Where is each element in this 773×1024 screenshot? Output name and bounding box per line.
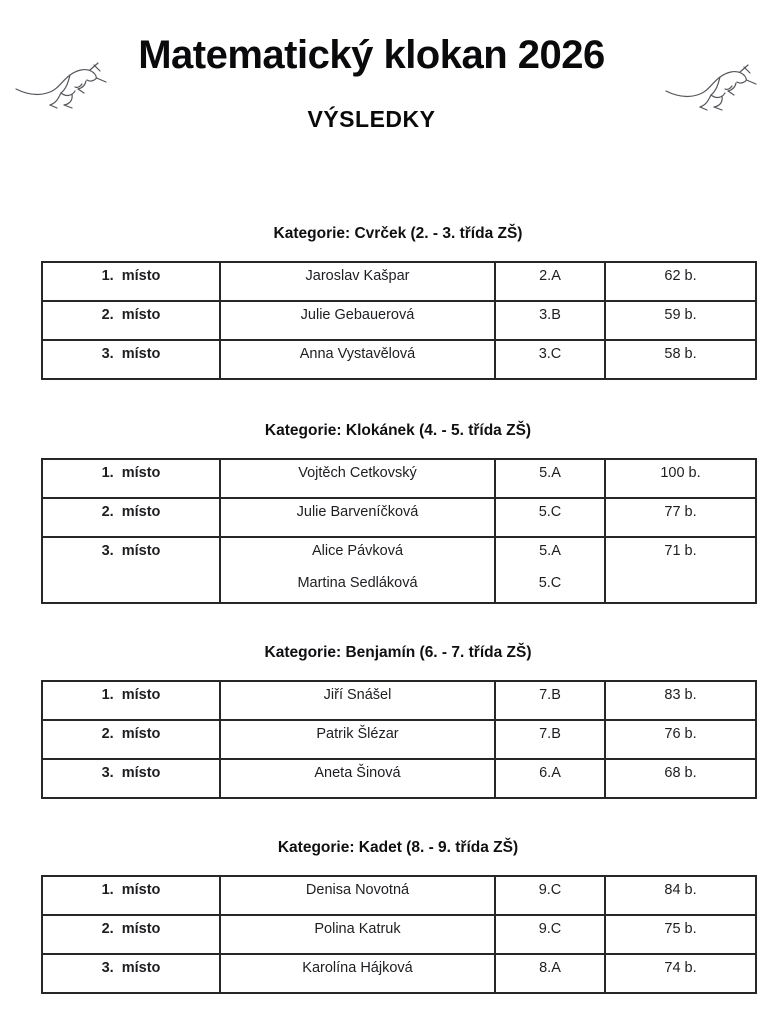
place-cell: 1. místo — [42, 681, 220, 720]
table-row — [42, 720, 756, 759]
place-cell: 1. místo — [42, 876, 220, 915]
score-cell: 84 b. — [605, 876, 756, 915]
table-row — [42, 759, 756, 798]
category-section-cvrcek — [0, 225, 773, 380]
category-section-kadet — [0, 839, 773, 994]
place-cell: 2. místo — [42, 915, 220, 954]
score-cell: 58 b. — [605, 340, 756, 379]
results-table — [41, 875, 757, 994]
class-cell: 7.B — [495, 720, 605, 759]
place-cell: 3. místo — [42, 954, 220, 993]
class-cell: 9.C — [495, 876, 605, 915]
name-cell: Patrik Šlézar — [220, 720, 495, 759]
category-section-klokanek — [0, 422, 773, 604]
table-row — [42, 262, 756, 301]
name-cell: Aneta Šinová — [220, 759, 495, 798]
class-cell: 3.C — [495, 340, 605, 379]
table-row — [42, 459, 756, 498]
score-cell: 62 b. — [605, 262, 756, 301]
table-row — [42, 498, 756, 537]
name-cell: Anna Vystavělová — [220, 340, 495, 379]
score-cell: 100 b. — [605, 459, 756, 498]
category-heading: Kategorie: Kadet (8. - 9. třída ZŠ) — [277, 839, 519, 856]
name-cell: Karolína Hájková — [220, 954, 495, 993]
results-table — [41, 458, 757, 604]
category-heading: Kategorie: Benjamín (6. - 7. třída ZŠ) — [264, 644, 532, 661]
class-cell: 3.B — [495, 301, 605, 340]
place-cell: 1. místo — [42, 262, 220, 301]
name-line: Alice Pávková — [311, 543, 404, 559]
table-row — [42, 915, 756, 954]
name-line: Martina Sedláková — [297, 575, 418, 591]
class-cell: 5.C — [495, 498, 605, 537]
name-cell: Jiří Snášel — [220, 681, 495, 720]
category-section-benjamin — [0, 644, 773, 799]
results-table — [41, 261, 757, 380]
masthead — [0, 0, 758, 132]
class-cell: 8.A — [495, 954, 605, 993]
place-cell: 3. místo — [42, 340, 220, 379]
name-cell: Jaroslav Kašpar — [220, 262, 495, 301]
class-cell: 5.A — [495, 459, 605, 498]
score-cell: 71 b. — [605, 537, 756, 603]
name-cell: Julie Gebauerová — [220, 301, 495, 340]
score-cell: 68 b. — [605, 759, 756, 798]
place-cell: 2. místo — [42, 301, 220, 340]
name-cell: Polina Katruk — [220, 915, 495, 954]
class-cell: 9.C — [495, 915, 605, 954]
table-row — [42, 954, 756, 993]
table-row — [42, 301, 756, 340]
place-cell: 2. místo — [42, 498, 220, 537]
score-cell: 83 b. — [605, 681, 756, 720]
results-table — [41, 680, 757, 799]
table-row-shared-place — [42, 537, 756, 603]
page-subtitle: VÝSLEDKY — [307, 106, 436, 132]
class-cell: 2.A — [495, 262, 605, 301]
name-cell: Denisa Novotná — [220, 876, 495, 915]
page-title: Matematický klokan 2026 — [138, 33, 605, 77]
score-cell: 59 b. — [605, 301, 756, 340]
class-cell: 7.B — [495, 681, 605, 720]
class-line: 5.A — [539, 543, 561, 559]
name-cell — [220, 537, 495, 603]
score-cell: 75 b. — [605, 915, 756, 954]
category-heading: Kategorie: Cvrček (2. - 3. třída ZŠ) — [273, 225, 523, 242]
table-row — [42, 340, 756, 379]
name-cell: Julie Barveníčková — [220, 498, 495, 537]
place-cell: 3. místo — [42, 537, 220, 603]
score-cell: 76 b. — [605, 720, 756, 759]
category-heading: Kategorie: Klokánek (4. - 5. třída ZŠ) — [264, 422, 532, 439]
class-cell: 6.A — [495, 759, 605, 798]
place-cell: 2. místo — [42, 720, 220, 759]
table-row — [42, 681, 756, 720]
place-cell: 3. místo — [42, 759, 220, 798]
score-cell: 77 b. — [605, 498, 756, 537]
table-row — [42, 876, 756, 915]
place-cell: 1. místo — [42, 459, 220, 498]
name-cell: Vojtěch Cetkovský — [220, 459, 495, 498]
class-line: 5.C — [538, 575, 562, 591]
class-cell — [495, 537, 605, 603]
score-cell: 74 b. — [605, 954, 756, 993]
